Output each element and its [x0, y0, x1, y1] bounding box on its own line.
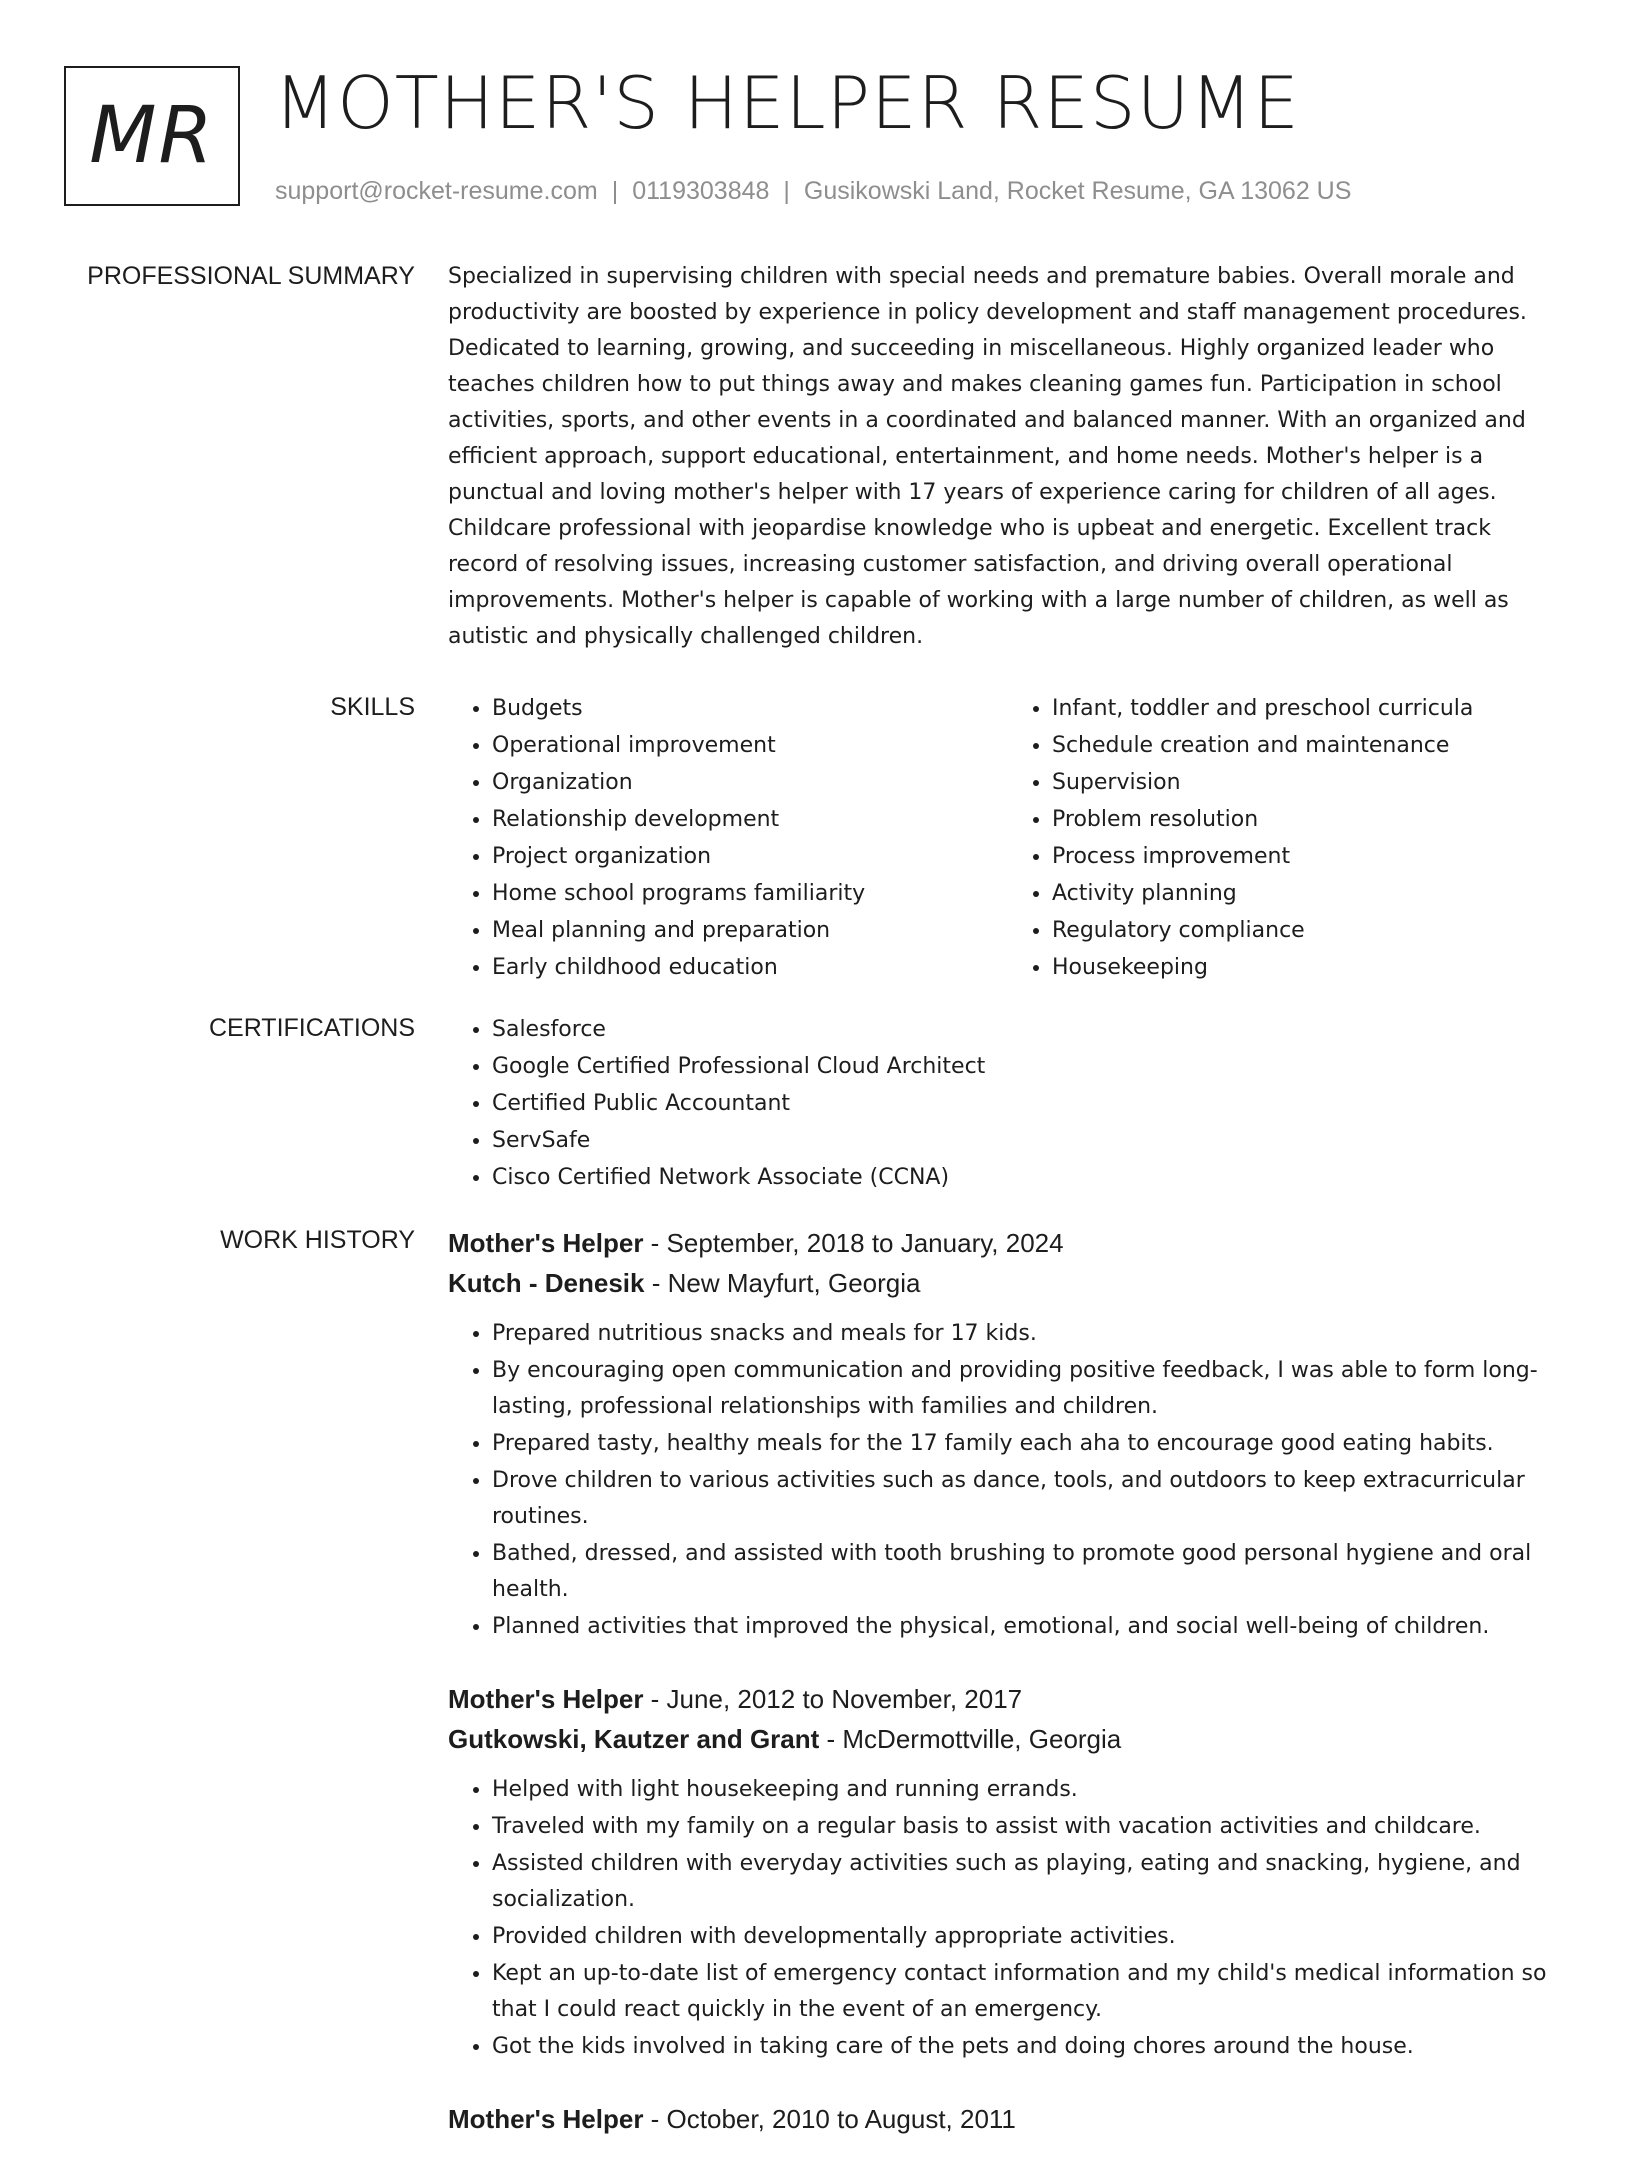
job-entry [448, 2099, 1568, 2139]
contact-line [275, 174, 1351, 208]
skill-item: • Problem resolution [1052, 801, 1568, 838]
resume-title: MOTHER'S HELPER RESUME [274, 61, 1300, 145]
certifications-body [448, 1011, 1568, 1196]
job-duty: • By encouraging open communication and providing positive feedback, I was able to form long-lasting, professional relationships with families and children. [492, 1352, 1568, 1425]
work-history-heading: WORK HISTORY [220, 1226, 415, 1254]
skill-item: • Housekeeping [1052, 949, 1568, 986]
job-company: Kutch - Denesik [448, 1268, 645, 1298]
contact-separator: | [611, 177, 619, 205]
skills-heading: SKILLS [330, 693, 415, 721]
job-company-line [448, 1263, 1568, 1303]
skill-item: • Organization [492, 764, 1008, 801]
certification-item: • Salesforce [492, 1011, 1568, 1048]
job-duties-list [448, 1771, 1568, 2065]
job-duty: • Got the kids involved in taking care of the pets and doing chores around the house. [492, 2028, 1568, 2065]
job-dates: - June, 2012 to November, 2017 [643, 1684, 1023, 1714]
contact-address: Gusikowski Land, Rocket Resume, GA 13062 US [803, 177, 1352, 205]
skill-item: • Early childhood education [492, 949, 1008, 986]
skill-item: • Supervision [1052, 764, 1568, 801]
job-duty: • Prepared nutritious snacks and meals for 17 kids. [492, 1315, 1568, 1352]
certifications-list [448, 1011, 1568, 1196]
summary-text: Specialized in supervising children with special needs and premature babies. Overall morale and productivity are boosted by experience in policy development and staff management procedures. Dedicated to learning, growing, and succeeding in miscellaneous. Highly organized leader who teaches children how to put things away and makes cleaning games fun. Participation in school activities, sports, and other events in a coordinated and balanced manner. With an organized and efficient approach, support educational, entertainment, and home needs. Mother's helper is a punctual and loving mother's helper with 17 years of experience caring for children of all ages. Childcare professional with jeopardise knowledge who is upbeat and energetic. Excellent track record of resolving issues, increasing customer satisfaction, and driving overall operational improvements. Mother's helper is capable of working with a large number of children, as well as autistic and physically challenged children. [448, 264, 1527, 649]
job-duty: • Provided children with developmentally appropriate activities. [492, 1918, 1568, 1955]
skill-item: • Infant, toddler and preschool curricula [1052, 690, 1568, 727]
job-duty: • Assisted children with everyday activities such as playing, eating and snacking, hygiene, and socialization. [492, 1845, 1568, 1918]
summary-body [448, 259, 1568, 655]
job-company-line [448, 1719, 1568, 1759]
skill-item: • Home school programs familiarity [492, 875, 1008, 912]
summary-heading: PROFESSIONAL SUMMARY [87, 262, 415, 290]
skill-item: • Process improvement [1052, 838, 1568, 875]
skill-item: • Project organization [492, 838, 1008, 875]
monogram-logo: MR [64, 66, 240, 206]
job-title-line [448, 1679, 1568, 1719]
skill-item: • Budgets [492, 690, 1008, 727]
job-duty: • Helped with light housekeeping and running errands. [492, 1771, 1568, 1808]
certification-item: • Google Certified Professional Cloud Architect [492, 1048, 1568, 1085]
skill-item: • Regulatory compliance [1052, 912, 1568, 949]
job-duties-list [448, 1315, 1568, 1645]
skills-list-right [1008, 690, 1568, 986]
job-duty: • Traveled with my family on a regular basis to assist with vacation activities and childcare. [492, 1808, 1568, 1845]
skill-item: • Activity planning [1052, 875, 1568, 912]
skill-item: • Operational improvement [492, 727, 1008, 764]
contact-email: support@rocket-resume.com [275, 177, 598, 205]
job-dates: - September, 2018 to January, 2024 [643, 1228, 1064, 1258]
job-dates: - October, 2010 to August, 2011 [643, 2104, 1016, 2134]
skill-item: • Meal planning and preparation [492, 912, 1008, 949]
job-duty: • Planned activities that improved the physical, emotional, and social well-being of children. [492, 1608, 1568, 1645]
job-title-line [448, 1223, 1568, 1263]
job-location: - New Mayfurt, Georgia [644, 1268, 921, 1298]
job-company: Gutkowski, Kautzer and Grant [448, 1724, 820, 1754]
certification-item: • Cisco Certified Network Associate (CCNA) [492, 1159, 1568, 1196]
certifications-heading: CERTIFICATIONS [208, 1014, 415, 1042]
job-title: Mother's Helper [448, 1228, 644, 1258]
skill-item: • Relationship development [492, 801, 1008, 838]
contact-phone: 0119303848 [632, 177, 770, 205]
skill-item: • Schedule creation and maintenance [1052, 727, 1568, 764]
job-duty: • Bathed, dressed, and assisted with tooth brushing to promote good personal hygiene and oral health. [492, 1535, 1568, 1608]
job-duty: • Drove children to various activities such as dance, tools, and outdoors to keep extracurricular routines. [492, 1462, 1568, 1535]
job-location: - McDermottville, Georgia [819, 1724, 1122, 1754]
job-title: Mother's Helper [448, 1684, 644, 1714]
job-title-line [448, 2099, 1568, 2139]
job-duty: • Prepared tasty, healthy meals for the 17 family each aha to encourage good eating habits. [492, 1425, 1568, 1462]
certification-item: • Certified Public Accountant [492, 1085, 1568, 1122]
work-history-body [448, 1223, 1568, 2173]
certification-item: • ServSafe [492, 1122, 1568, 1159]
job-duty: • Kept an up-to-date list of emergency contact information and my child's medical information so that I could react quickly in the event of an emergency. [492, 1955, 1568, 2028]
contact-separator: | [783, 177, 790, 205]
job-entry [448, 1679, 1568, 2065]
skills-list-left [448, 690, 1008, 986]
skills-body [448, 690, 1568, 986]
job-entry [448, 1223, 1568, 1645]
job-title: Mother's Helper [448, 2104, 644, 2134]
